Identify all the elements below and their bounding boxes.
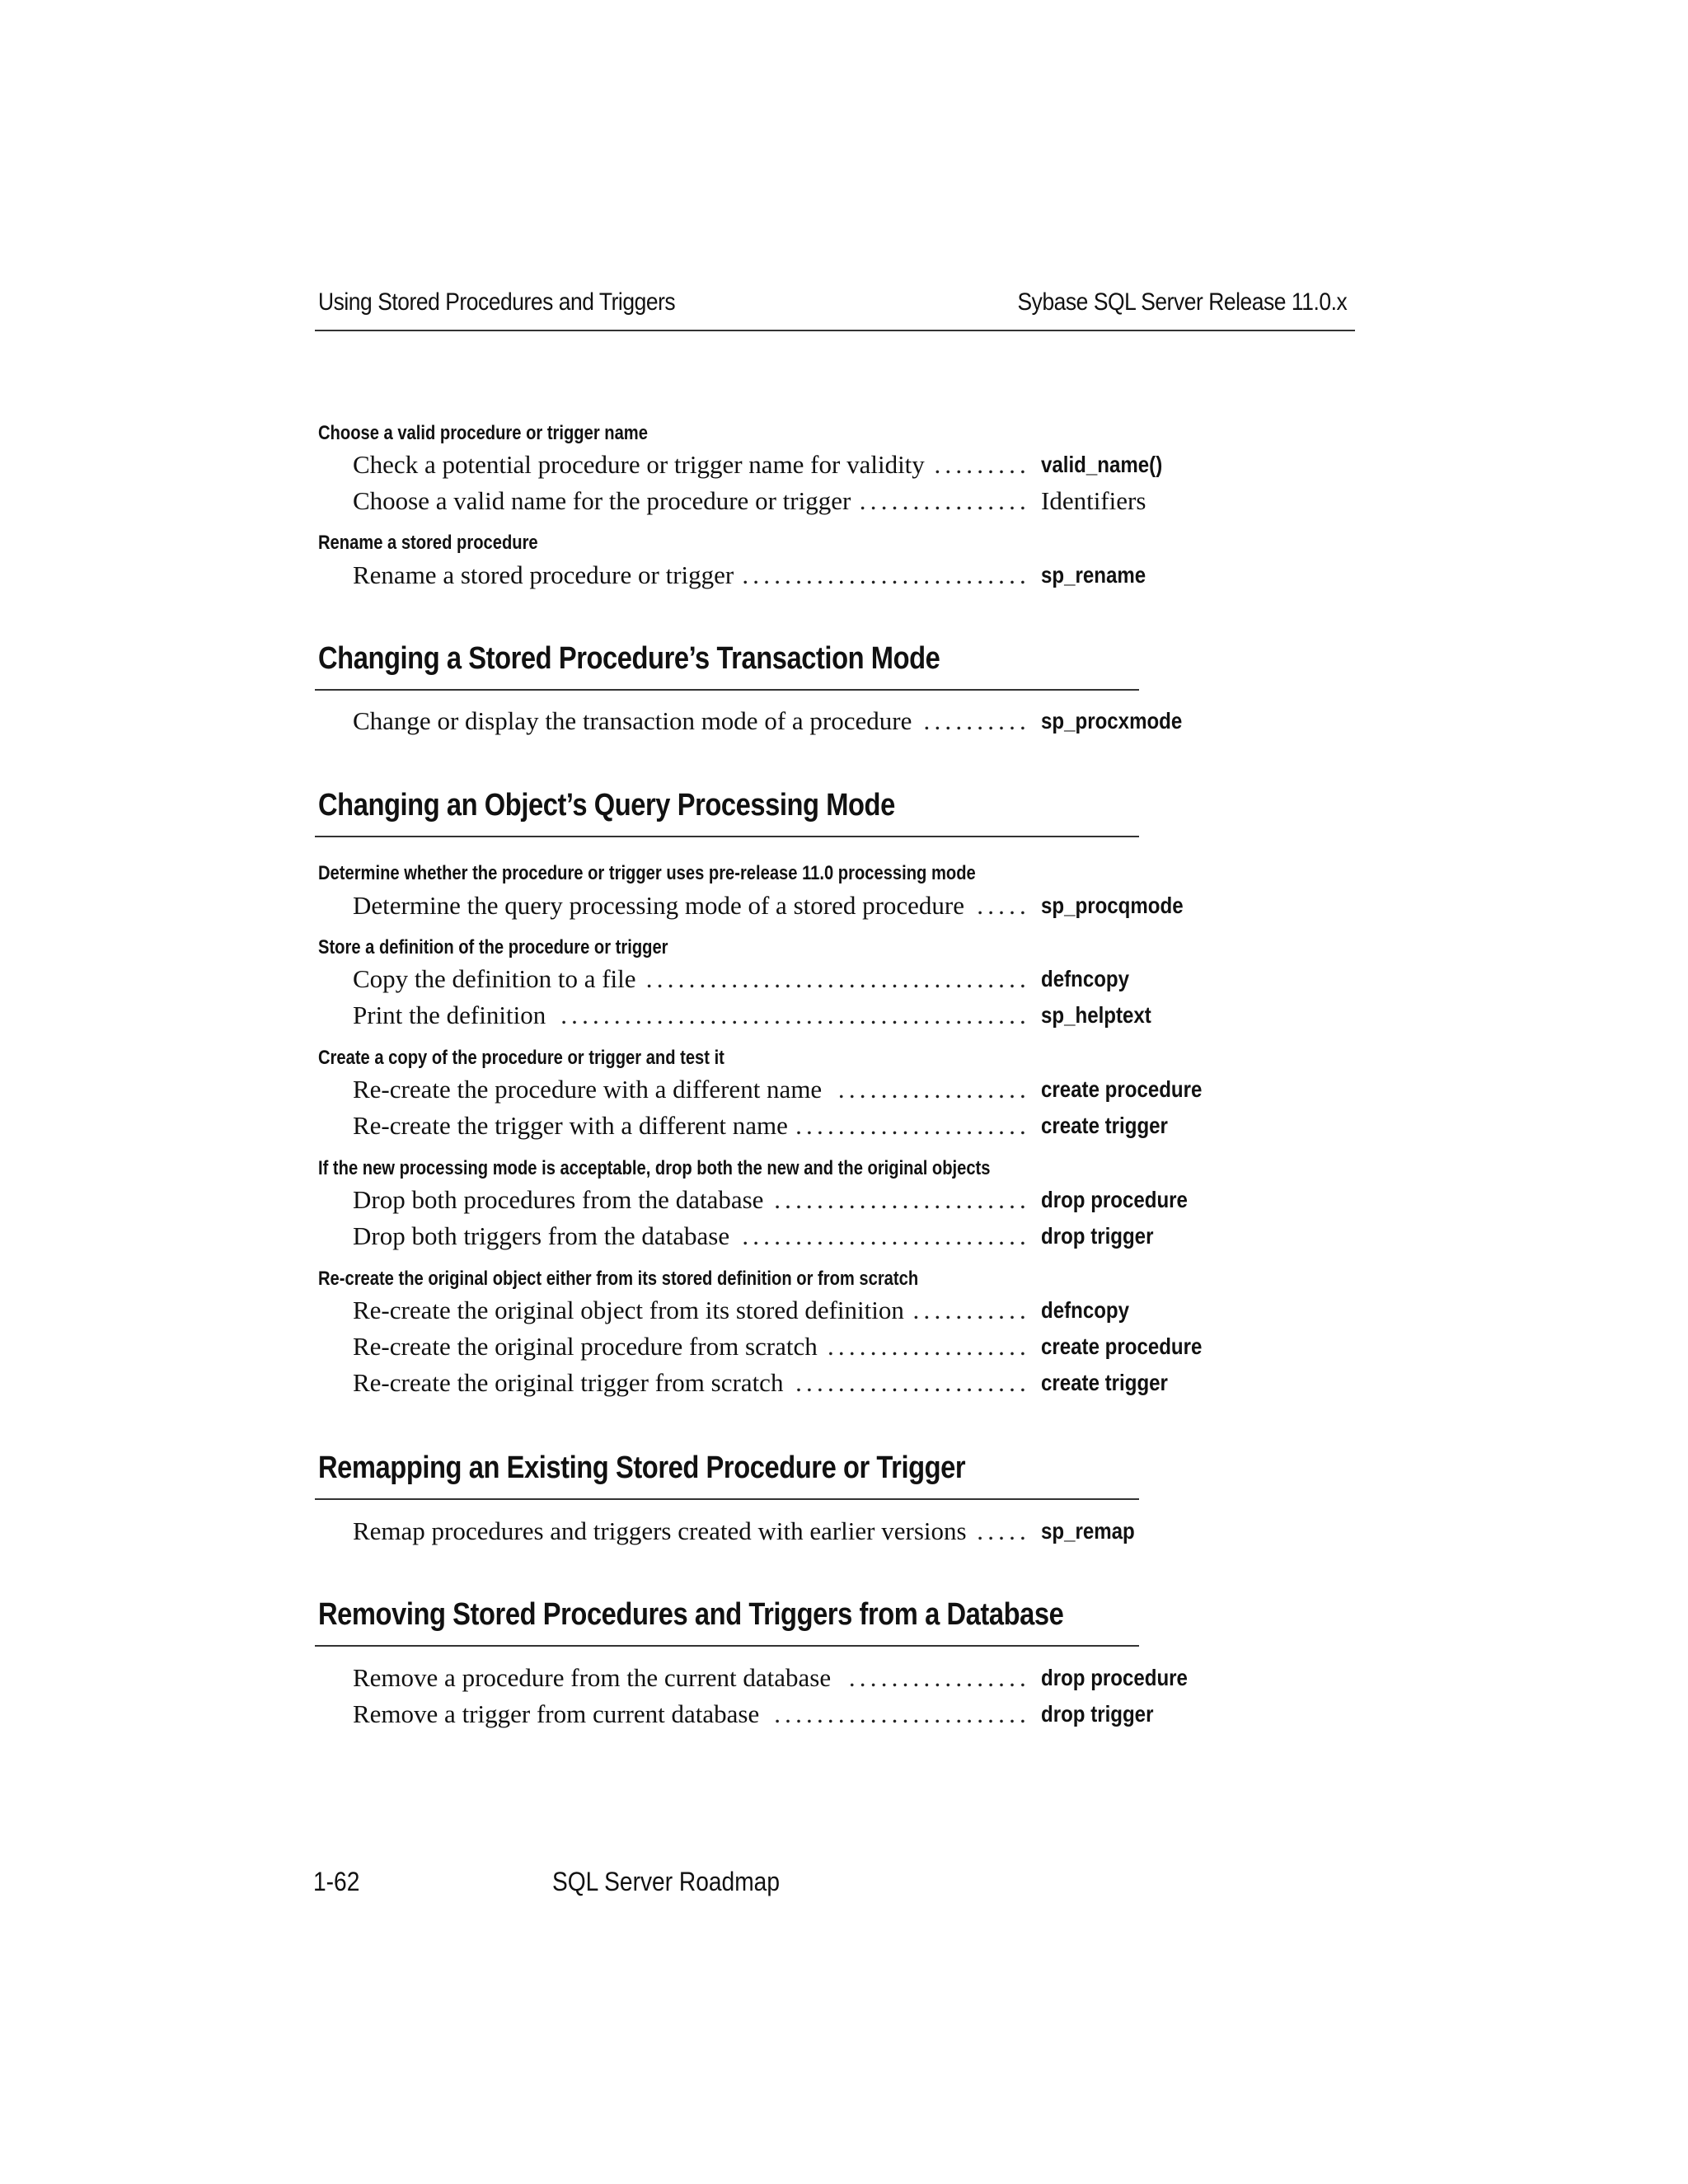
dot-leader: ...........	[912, 1296, 1030, 1324]
entry-reference: drop trigger	[1041, 1701, 1154, 1727]
entry-reference: sp_procxmode	[1041, 708, 1183, 733]
section-heading	[315, 788, 1139, 837]
group-label: Re-create the original object either from its stored definition or from scratch	[318, 1268, 919, 1290]
entry-description: Re-create the original trigger from scratch	[353, 1368, 784, 1397]
dot-leader: .........	[934, 450, 1030, 479]
dot-leader: ......................	[795, 1111, 1030, 1140]
entry-description: Print the definition	[353, 1001, 546, 1029]
dot-leader: ..................	[837, 1075, 1030, 1104]
section-heading	[315, 1597, 1139, 1647]
entry-description: Remap procedures and triggers created with earlier versions	[353, 1516, 967, 1545]
dot-leader: ...........................	[742, 1221, 1030, 1250]
entry-description: Remove a procedure from the current database	[353, 1663, 832, 1692]
section-title: Changing an Object’s Query Processing Mode	[318, 788, 895, 823]
page-number: 1-62	[313, 1867, 360, 1896]
group-label: Create a copy of the procedure or trigger and test it	[318, 1047, 724, 1069]
dot-leader: ............................................	[560, 1001, 1030, 1029]
running-header	[315, 288, 1355, 331]
section-title: Remapping an Existing Stored Procedure or Trigger	[318, 1451, 966, 1485]
index-entry	[353, 891, 1184, 924]
entry-reference: sp_rename	[1041, 562, 1146, 588]
product-release: Sybase SQL Server Release 11.0.x	[1017, 288, 1347, 316]
group-label: Rename a stored procedure	[318, 532, 538, 554]
entry-reference: sp_remap	[1041, 1518, 1135, 1544]
dot-leader: .....	[977, 891, 1030, 920]
dot-leader: ......................	[795, 1368, 1030, 1397]
entry-description: Remove a trigger from current database	[353, 1699, 760, 1728]
entry-description: Drop both procedures from the database	[353, 1185, 764, 1214]
index-entry	[353, 706, 1183, 739]
entry-reference: drop trigger	[1041, 1223, 1154, 1249]
entry-description: Re-create the original procedure from scratch	[353, 1332, 818, 1361]
section-title: Changing a Stored Procedure’s Transaction Mode	[318, 641, 940, 676]
group-label: Choose a valid procedure or trigger name	[318, 422, 648, 444]
index-entry	[353, 1185, 1188, 1218]
chapter-title: Using Stored Procedures and Triggers	[318, 288, 676, 316]
dot-leader: ...................	[827, 1332, 1030, 1361]
entry-reference: defncopy	[1041, 966, 1130, 991]
entry-reference: create trigger	[1041, 1113, 1168, 1138]
index-entry	[353, 1332, 1203, 1365]
entry-reference: create trigger	[1041, 1370, 1168, 1395]
index-entry	[353, 1111, 1168, 1144]
entry-description: Rename a stored procedure or trigger	[353, 560, 734, 589]
dot-leader: ................	[859, 486, 1030, 515]
entry-description: Change or display the transaction mode of a procedure	[353, 706, 912, 735]
index-entry	[353, 1699, 1154, 1732]
dot-leader: ..........	[923, 706, 1030, 735]
index-entry	[353, 1221, 1154, 1254]
entry-reference: valid_name()	[1041, 452, 1163, 477]
section-heading	[315, 1451, 1139, 1500]
group-label: If the new processing mode is acceptable, drop both the new and the original objects	[318, 1157, 991, 1179]
entry-reference: create procedure	[1041, 1076, 1203, 1102]
dot-leader: ...........................	[742, 560, 1030, 589]
index-entry	[353, 964, 1130, 997]
dot-leader: ....................................	[645, 964, 1030, 993]
index-entry	[353, 1296, 1130, 1329]
entry-reference: Identifiers	[1041, 486, 1146, 515]
entry-description: Copy the definition to a file	[353, 964, 636, 993]
index-entry	[353, 1368, 1168, 1401]
entry-reference: drop procedure	[1041, 1187, 1188, 1212]
group-label: Determine whether the procedure or trigger uses pre-release 11.0 processing mode	[318, 862, 976, 884]
entry-description: Re-create the original object from its stored definition	[353, 1296, 904, 1324]
index-entry	[353, 1516, 1135, 1549]
dot-leader: .................	[848, 1663, 1030, 1692]
dot-leader: ........................	[774, 1185, 1030, 1214]
section-title: Removing Stored Procedures and Triggers from a Database	[318, 1597, 1064, 1632]
entry-description: Determine the query processing mode of a stored procedure	[353, 891, 965, 920]
entry-reference: defncopy	[1041, 1297, 1130, 1323]
index-entry	[353, 1075, 1203, 1108]
index-entry	[353, 450, 1163, 483]
index-entry	[353, 1001, 1151, 1033]
entry-description: Check a potential procedure or trigger name for validity	[353, 450, 925, 479]
section-heading	[315, 641, 1139, 691]
dot-leader: .....	[977, 1516, 1030, 1545]
index-entry	[353, 486, 1146, 519]
entry-description: Choose a valid name for the procedure or trigger	[353, 486, 851, 515]
dot-leader: ........................	[774, 1699, 1030, 1728]
entry-reference: create procedure	[1041, 1333, 1203, 1359]
entry-reference: drop procedure	[1041, 1665, 1188, 1690]
entry-description: Re-create the trigger with a different name	[353, 1111, 788, 1140]
book-title: SQL Server Roadmap	[552, 1867, 780, 1896]
index-entry	[353, 560, 1146, 593]
entry-description: Re-create the procedure with a different name	[353, 1075, 823, 1104]
entry-description: Drop both triggers from the database	[353, 1221, 730, 1250]
group-label: Store a definition of the procedure or trigger	[318, 936, 668, 958]
index-entry	[353, 1663, 1188, 1696]
entry-reference: sp_helptext	[1041, 1002, 1151, 1028]
entry-reference: sp_procqmode	[1041, 893, 1184, 918]
